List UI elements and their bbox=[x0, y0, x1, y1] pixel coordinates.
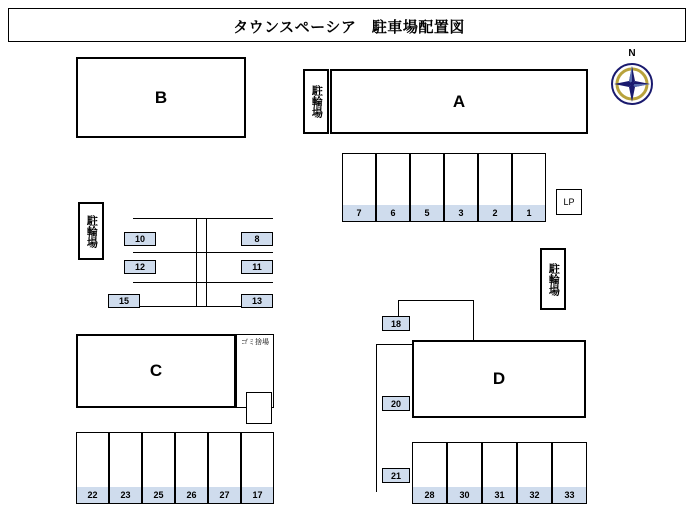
stall-22-number: 22 bbox=[77, 487, 108, 503]
d-aisle-line-left-top bbox=[376, 344, 412, 345]
stall-26-number: 26 bbox=[176, 487, 207, 503]
stall-13-number: 13 bbox=[251, 296, 262, 306]
stall-32[interactable] bbox=[517, 442, 552, 504]
stall-33-number: 33 bbox=[553, 487, 586, 503]
stall-7-number: 7 bbox=[343, 205, 375, 221]
stall-21[interactable] bbox=[382, 468, 410, 483]
d-aisle-line-vert-left bbox=[376, 344, 377, 492]
stall-18[interactable] bbox=[382, 316, 410, 331]
aisle-line-top bbox=[133, 218, 273, 219]
stall-10-number: 10 bbox=[134, 234, 145, 244]
bike-parking-right-label: 駐輪場 bbox=[547, 262, 560, 296]
stall-11-number: 11 bbox=[252, 262, 262, 272]
trash-area-label: ゴミ捨場 bbox=[241, 339, 269, 346]
aisle-line-vert-a bbox=[196, 218, 197, 307]
aisle-line-mid2 bbox=[133, 282, 273, 283]
stall-6[interactable] bbox=[376, 153, 410, 222]
stall-13[interactable] bbox=[241, 294, 273, 308]
bike-parking-left bbox=[78, 202, 104, 260]
building-c-label: C bbox=[149, 361, 163, 380]
stall-27[interactable] bbox=[208, 432, 241, 504]
stall-30[interactable] bbox=[447, 442, 482, 504]
d-aisle-line-vert-right bbox=[473, 300, 474, 340]
stall-25[interactable] bbox=[142, 432, 175, 504]
stall-25-number: 25 bbox=[143, 487, 174, 503]
stall-1-number: 1 bbox=[513, 205, 545, 221]
stall-17[interactable] bbox=[241, 432, 274, 504]
compass-icon bbox=[610, 62, 654, 106]
bike-parking-right bbox=[540, 248, 566, 310]
stall-3-number: 3 bbox=[445, 205, 477, 221]
stall-12[interactable] bbox=[124, 260, 156, 274]
building-b bbox=[76, 57, 246, 138]
stall-11[interactable] bbox=[241, 260, 273, 274]
stall-31-number: 31 bbox=[483, 487, 516, 503]
stall-3[interactable] bbox=[444, 153, 478, 222]
stall-15[interactable] bbox=[108, 294, 140, 308]
stall-1[interactable] bbox=[512, 153, 546, 222]
stall-10[interactable] bbox=[124, 232, 156, 246]
stall-8[interactable] bbox=[241, 232, 273, 246]
stall-2[interactable] bbox=[478, 153, 512, 222]
stall-6-number: 6 bbox=[377, 205, 409, 221]
stall-33[interactable] bbox=[552, 442, 587, 504]
building-d bbox=[412, 340, 586, 418]
stall-5-number: 5 bbox=[411, 205, 443, 221]
stall-21-number: 21 bbox=[390, 470, 401, 481]
lp-tank bbox=[556, 189, 582, 215]
stall-30-number: 30 bbox=[448, 487, 481, 503]
bike-parking-a bbox=[303, 69, 329, 134]
stall-23[interactable] bbox=[109, 432, 142, 504]
stall-16-frame bbox=[246, 392, 272, 424]
bike-parking-left-label: 駐輪場 bbox=[85, 214, 98, 248]
stall-31[interactable] bbox=[482, 442, 517, 504]
stall-2-number: 2 bbox=[479, 205, 511, 221]
stall-20[interactable] bbox=[382, 396, 410, 411]
stall-27-number: 27 bbox=[209, 487, 240, 503]
stall-22[interactable] bbox=[76, 432, 109, 504]
title-bar bbox=[8, 8, 686, 42]
stall-23-number: 23 bbox=[110, 487, 141, 503]
lp-label: LP bbox=[563, 197, 575, 207]
page-title: タウンスペーシア 駐車場配置図 bbox=[233, 19, 465, 36]
compass-north-label: N bbox=[628, 48, 636, 59]
aisle-line-vert-b bbox=[206, 218, 207, 307]
aisle-line-mid1 bbox=[133, 252, 273, 253]
stall-5[interactable] bbox=[410, 153, 444, 222]
building-b-label: B bbox=[154, 87, 168, 107]
building-d-label: D bbox=[492, 369, 506, 388]
building-a-label: A bbox=[452, 91, 466, 111]
stall-8-number: 8 bbox=[254, 234, 260, 244]
building-a bbox=[330, 69, 588, 134]
stall-18-number: 18 bbox=[390, 318, 401, 329]
d-aisle-line-top bbox=[398, 300, 474, 301]
stall-20-number: 20 bbox=[390, 398, 401, 409]
bike-parking-a-label: 駐輪場 bbox=[310, 85, 323, 118]
stall-28-number: 28 bbox=[413, 487, 446, 503]
stall-17-number: 17 bbox=[242, 487, 273, 503]
stall-7[interactable] bbox=[342, 153, 376, 222]
stall-32-number: 32 bbox=[518, 487, 551, 503]
stall-12-number: 12 bbox=[134, 262, 145, 272]
stall-15-number: 15 bbox=[118, 296, 129, 306]
compass-rose bbox=[610, 48, 654, 106]
building-c bbox=[76, 334, 236, 408]
stall-28[interactable] bbox=[412, 442, 447, 504]
stall-26[interactable] bbox=[175, 432, 208, 504]
